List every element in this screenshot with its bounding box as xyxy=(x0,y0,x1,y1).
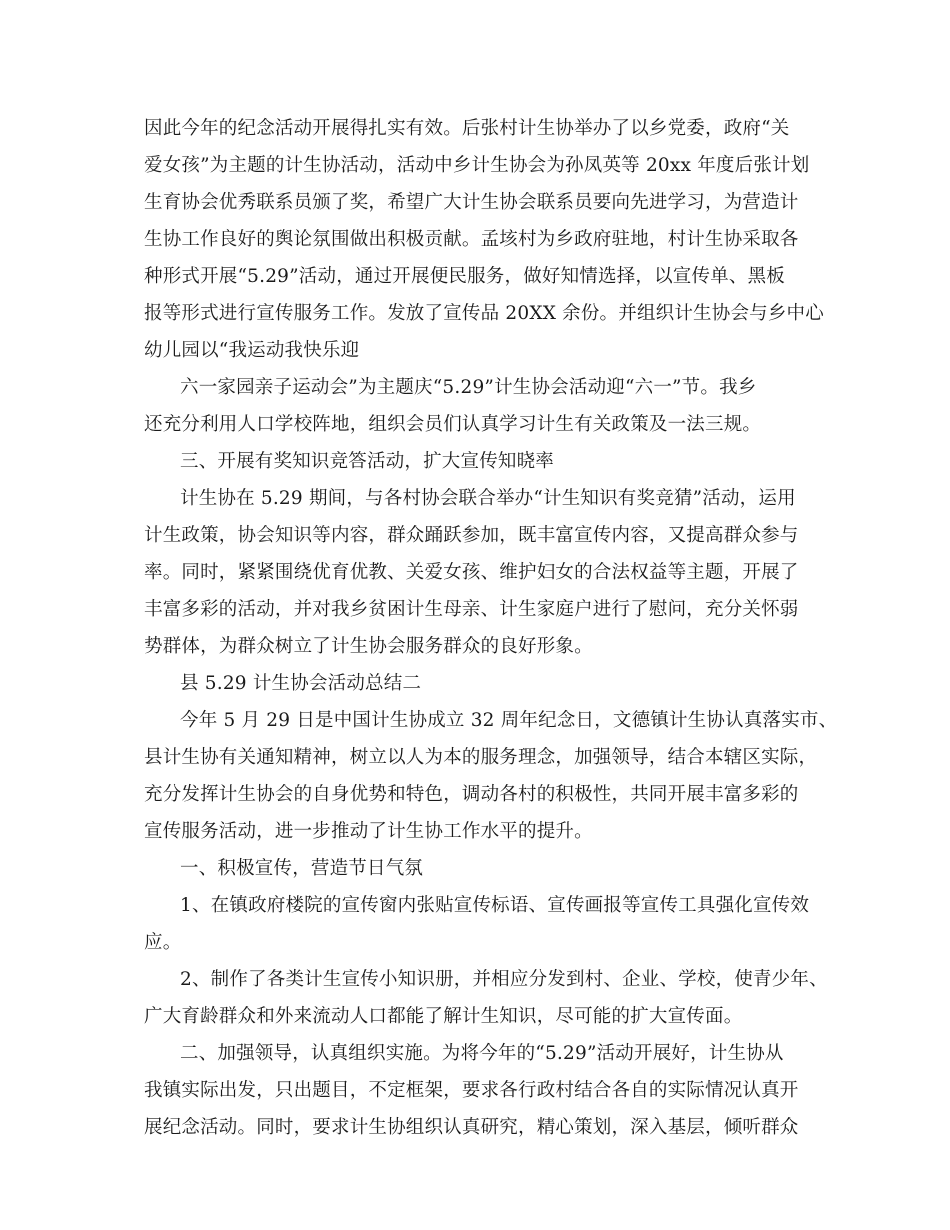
text-line: 势群体，为群众树立了计生协会服务群众的良好形象。 xyxy=(144,636,593,657)
text-line: 计生政策，协会知识等内容，群众踊跃参加，既丰富宣传内容，又提高群众参与 xyxy=(144,525,799,546)
text-line: 我镇实际出发，只出题目，不定框架，要求各行政村结合各自的实际情况认真开 xyxy=(144,1080,799,1101)
text-line: 因此今年的纪念活动开展得扎实有效。后张村计生协举办了以乡党委，政府“关 xyxy=(144,118,790,139)
text-line: 应。 xyxy=(144,932,182,953)
section-heading: 一、积极宣传，营造节日气氛 xyxy=(180,858,424,879)
text-line: 广大育龄群众和外来流动人口都能了解计生知识，尽可能的扩大宣传面。 xyxy=(144,1006,743,1027)
text-line: 还充分利用人口学校阵地，组织会员们认真学习计生有关政策及一法三规。 xyxy=(144,414,762,435)
section-heading: 二、加强领导，认真组织实施。为将今年的“5.29”活动开展好，计生协从 xyxy=(180,1043,784,1064)
text-line: 今年 5 月 29 日是中国计生协成立 32 周年纪念日，文德镇计生协认真落实市、 xyxy=(180,710,838,731)
text-line: 县计生协有关通知精神，树立以人为本的服务理念，加强领导，结合本辖区实际， xyxy=(144,747,818,768)
text-line: 宣传服务活动，进一步推动了计生协工作水平的提升。 xyxy=(144,821,593,842)
text-line: 六一家园亲子运动会”为主题庆“5.29”计生协会活动迎“六一”节。我乡 xyxy=(180,377,757,398)
section-heading: 县 5.29 计生协会活动总结二 xyxy=(180,673,422,694)
text-line: 生育协会优秀联系员颁了奖，希望广大计生协会联系员要向先进学习，为营造计 xyxy=(144,192,799,213)
text-line: 生协工作良好的舆论氛围做出积极贡献。孟垓村为乡政府驻地，村计生协采取各 xyxy=(144,229,799,250)
text-line: 充分发挥计生协会的自身优势和特色，调动各村的积极性，共同开展丰富多彩的 xyxy=(144,784,799,805)
text-line: 2、制作了各类计生宣传小知识册，并相应分发到村、企业、学校，使青少年、 xyxy=(180,969,828,990)
text-line: 丰富多彩的活动，并对我乡贫困计生母亲、计生家庭户进行了慰问，充分关怀弱 xyxy=(144,599,799,620)
text-line: 爱女孩”为主题的计生协活动，活动中乡计生协会为孙凤英等 20xx 年度后张计划 xyxy=(144,155,810,176)
text-line: 报等形式进行宣传服务工作。发放了宣传品 20XX 余份。并组织计生协会与乡中心 xyxy=(144,303,824,324)
text-line: 计生协在 5.29 期间，与各村协会联合举办“计生知识有奖竞猜”活动，运用 xyxy=(180,488,796,509)
text-line: 幼儿园以“我运动我快乐迎 xyxy=(144,340,360,361)
text-line: 展纪念活动。同时，要求计生协组织认真研究，精心策划，深入基层，倾听群众 xyxy=(144,1117,799,1138)
section-heading: 三、开展有奖知识竞答活动，扩大宣传知晓率 xyxy=(180,451,555,472)
text-line: 种形式开展“5.29”活动，通过开展便民服务，做好知情选择，以宣传单、黑板 xyxy=(144,266,786,287)
text-line: 1、在镇政府楼院的宣传窗内张贴宣传标语、宣传画报等宣传工具强化宣传效 xyxy=(180,895,810,916)
text-line: 率。同时，紧紧围绕优育优教、关爱女孩、维护妇女的合法权益等主题，开展了 xyxy=(144,562,799,583)
